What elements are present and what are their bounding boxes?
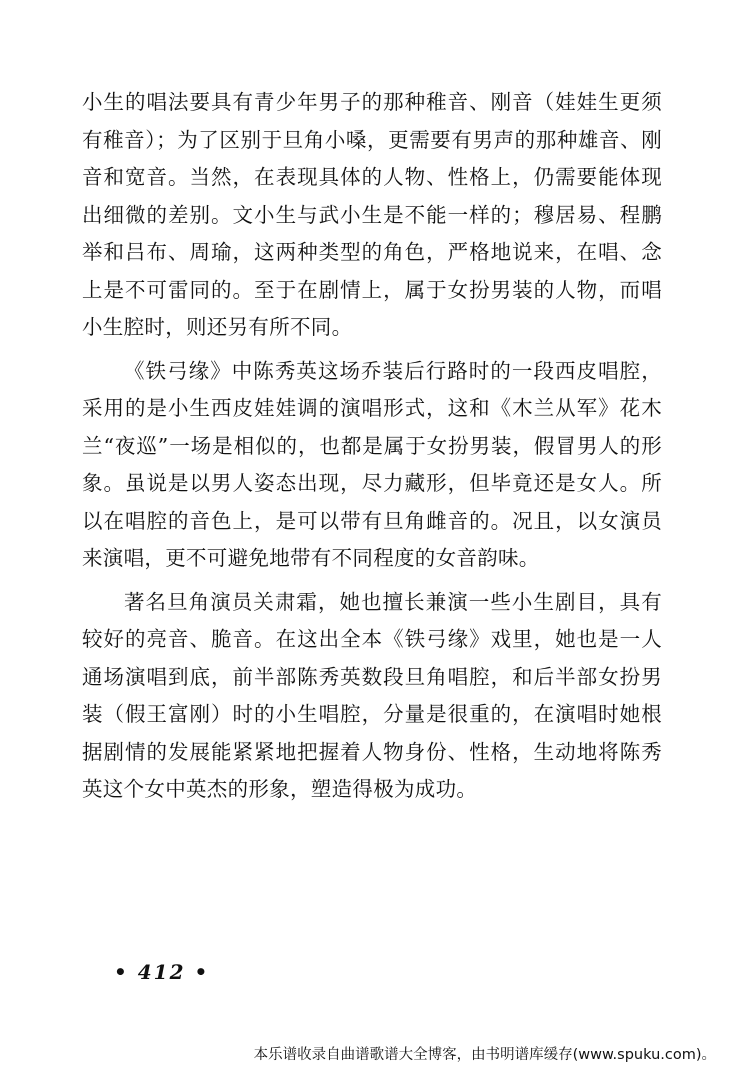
body-text <box>82 84 662 815</box>
source-footer-note: 本乐谱收录自曲谱歌谱大全博客，由书明谱库缓存(www.spuku.com)。 <box>253 1047 716 1063</box>
paragraph-1: 小生的唱法要具有青少年男子的那种稚音、刚音（娃娃生更须有稚音）；为了区别于旦角小嗓，更需要有男声的那种雄音、刚音和宽音。当然，在表现具体的人物、性格上，仍需要能体现出细微的差别。文小生与武小生是不能一样的；穆居易、程鹏举和吕布、周瑜，这两种类型的角色，严格地说来，在唱、念上是不可雷同的。至于在剧情上，属于女扮男装的人物，而唱小生腔时，则还另有所不同。 <box>82 90 662 339</box>
paragraph-2: 《铁弓缘》中陈秀英这场乔装后行路时的一段西皮唱腔，采用的是小生西皮娃娃调的演唱形式，这和《木兰从军》花木兰“夜巡”一场是相似的，也都是属于女扮男装，假冒男人的形象。虽说是以男人姿态出现，尽力藏形，但毕竟还是女人。所以在唱腔的音色上，是可以带有旦角雌音的。况且，以女演员来演唱，更不可避免地带有不同程度的女音韵味。 <box>82 358 662 570</box>
page-number: • 412 • <box>114 960 210 984</box>
paragraph-3: 著名旦角演员关肃霜，她也擅长兼演一些小生剧目，具有较好的亮音、脆音。在这出全本《铁弓缘》戏里，她也是一人通场演唱到底，前半部陈秀英数段旦角唱腔，和后半部女扮男装（假王富刚）时的小生唱腔，分量是很重的，在演唱时她根据剧情的发展能紧紧地把握着人物身份、性格，生动地将陈秀英这个女中英杰的形象，塑造得极为成功。 <box>82 589 662 801</box>
